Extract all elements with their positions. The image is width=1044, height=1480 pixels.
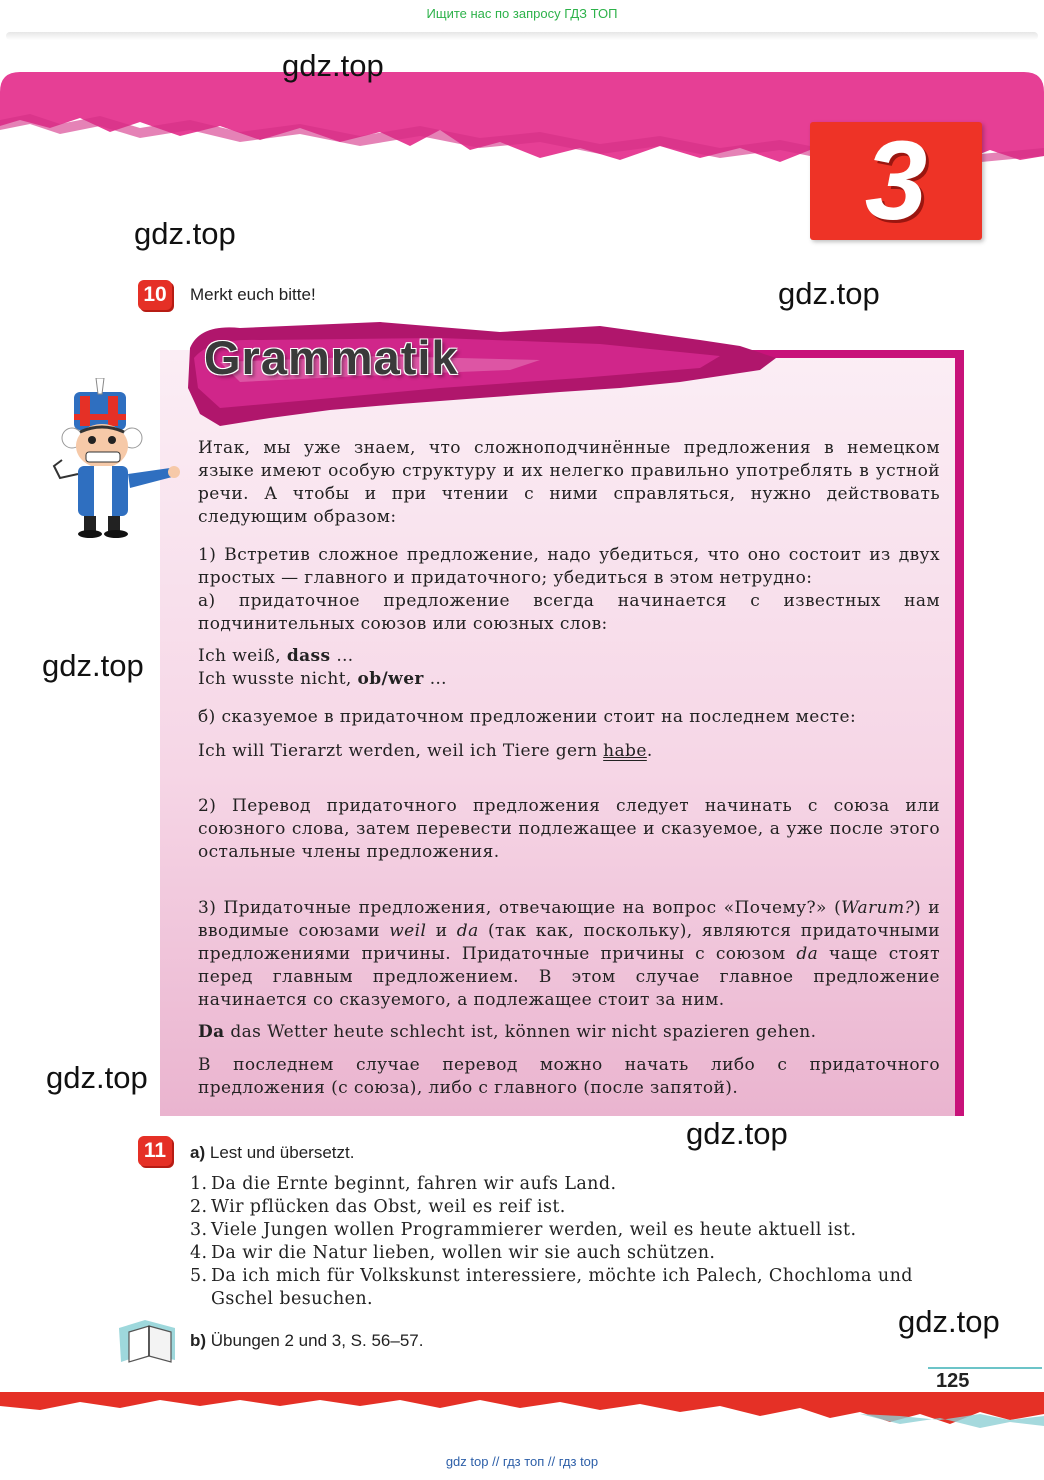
page-number: 125 — [936, 1370, 970, 1392]
bottom-banner-text: gdz top // гдз топ // гдз top — [445, 1454, 599, 1469]
list-item: 4. Da wir die Natur lieben, wollen wir sie auch schützen. — [190, 1243, 716, 1263]
watermark: gdz.top — [42, 648, 144, 683]
list-item: 2. Wir pflücken das Obst, weil es reif ist. — [190, 1197, 566, 1217]
exercise-11b-text: b) Übungen 2 und 3, S. 56–57. — [190, 1331, 424, 1350]
chapter-number-badge — [810, 118, 982, 243]
grammar-point-2: 2) Перевод придаточного предложения следует начинать с союза или союзного слова, затем перевести подлежащее и сказуемое, а уже после этого остальные члены предложения. — [198, 796, 940, 862]
watermark: gdz.top — [898, 1304, 1000, 1339]
watermark: gdz.top — [778, 276, 880, 311]
list-item: 5. Da ich mich für Volkskunst interessiere, möchte ich Palech, Chochloma und Gschel besuchen. — [190, 1266, 913, 1309]
grammar-point-1a: а) придаточное предложение всегда начинается с известных нам подчинительных союзов или союзных слов: — [198, 591, 940, 634]
grammar-point-3: 3) Придаточные предложения, отвечающие на вопрос «Почему?» (Warum?) и вводимые союзами weil и da (так как, поскольку), являются придаточными предложениями причины. Придаточные причины с союзом da чаще стоят перед главным предложением. В этом случае главное предложение начинается со сказуемого, а подлежащее стоит за ним. — [198, 898, 940, 1010]
watermark: gdz.top — [686, 1116, 788, 1151]
grammar-title: Grammatik — [204, 331, 459, 384]
grammar-intro: Итак, мы уже знаем, что сложноподчинённые предложения в немецком языке имеют особую структуру и их нелегко правильно употреблять в устной речи. А чтобы и при чтении с ними справляться, нужно действовать следующим образом: — [198, 438, 940, 527]
watermark: gdz.top — [282, 48, 384, 83]
grammar-point-1: 1) Встретив сложное предложение, надо убедиться, что оно состоит из двух простых — главного и придаточного; убедиться в этом нетрудно: — [198, 545, 940, 588]
red-footer-band — [0, 1390, 1044, 1430]
grammar-example-4: Da das Wetter heute schlecht ist, können wir nicht spazieren gehen. — [198, 1022, 817, 1042]
list-item: 3. Viele Jungen wollen Programmierer werden, weil es heute aktuell ist. — [190, 1220, 857, 1240]
exercise-11-list — [190, 1173, 970, 1311]
exercise-11-badge: 11 — [138, 1136, 172, 1166]
exercise-10-badge: 10 — [138, 280, 172, 310]
grammar-point-1b: б) сказуемое в придаточном предложении стоит на последнем месте: — [198, 707, 857, 727]
workbook-icon — [115, 1318, 181, 1366]
top-banner-text: Ищите нас по запросу ГДЗ ТОП — [426, 6, 618, 21]
page-number-rule — [928, 1367, 1042, 1369]
grammar-conclusion: В последнем случае перевод можно начать либо с придаточного предложения (с союза), либо с главного (после запятой). — [198, 1055, 940, 1098]
chapter-number: 3 — [864, 118, 928, 243]
exercise-11a-heading: a) Lest und übersetzt. — [190, 1143, 355, 1162]
grammar-example-1: Ich weiß, dass … — [198, 646, 354, 666]
watermark: gdz.top — [134, 216, 236, 251]
exercise-10-title: Merkt euch bitte! — [190, 285, 316, 304]
grammar-example-3: Ich will Tierarzt werden, weil ich Tiere gern habe. — [198, 741, 653, 761]
list-item: 1. Da die Ernte beginnt, fahren wir aufs Land. — [190, 1174, 617, 1194]
grammar-box-border — [955, 350, 964, 1116]
watermark: gdz.top — [46, 1060, 148, 1095]
grammar-example-2: Ich wusste nicht, ob/wer … — [198, 669, 447, 689]
nutcracker-mascot-image — [50, 378, 182, 538]
top-divider — [6, 32, 1038, 40]
